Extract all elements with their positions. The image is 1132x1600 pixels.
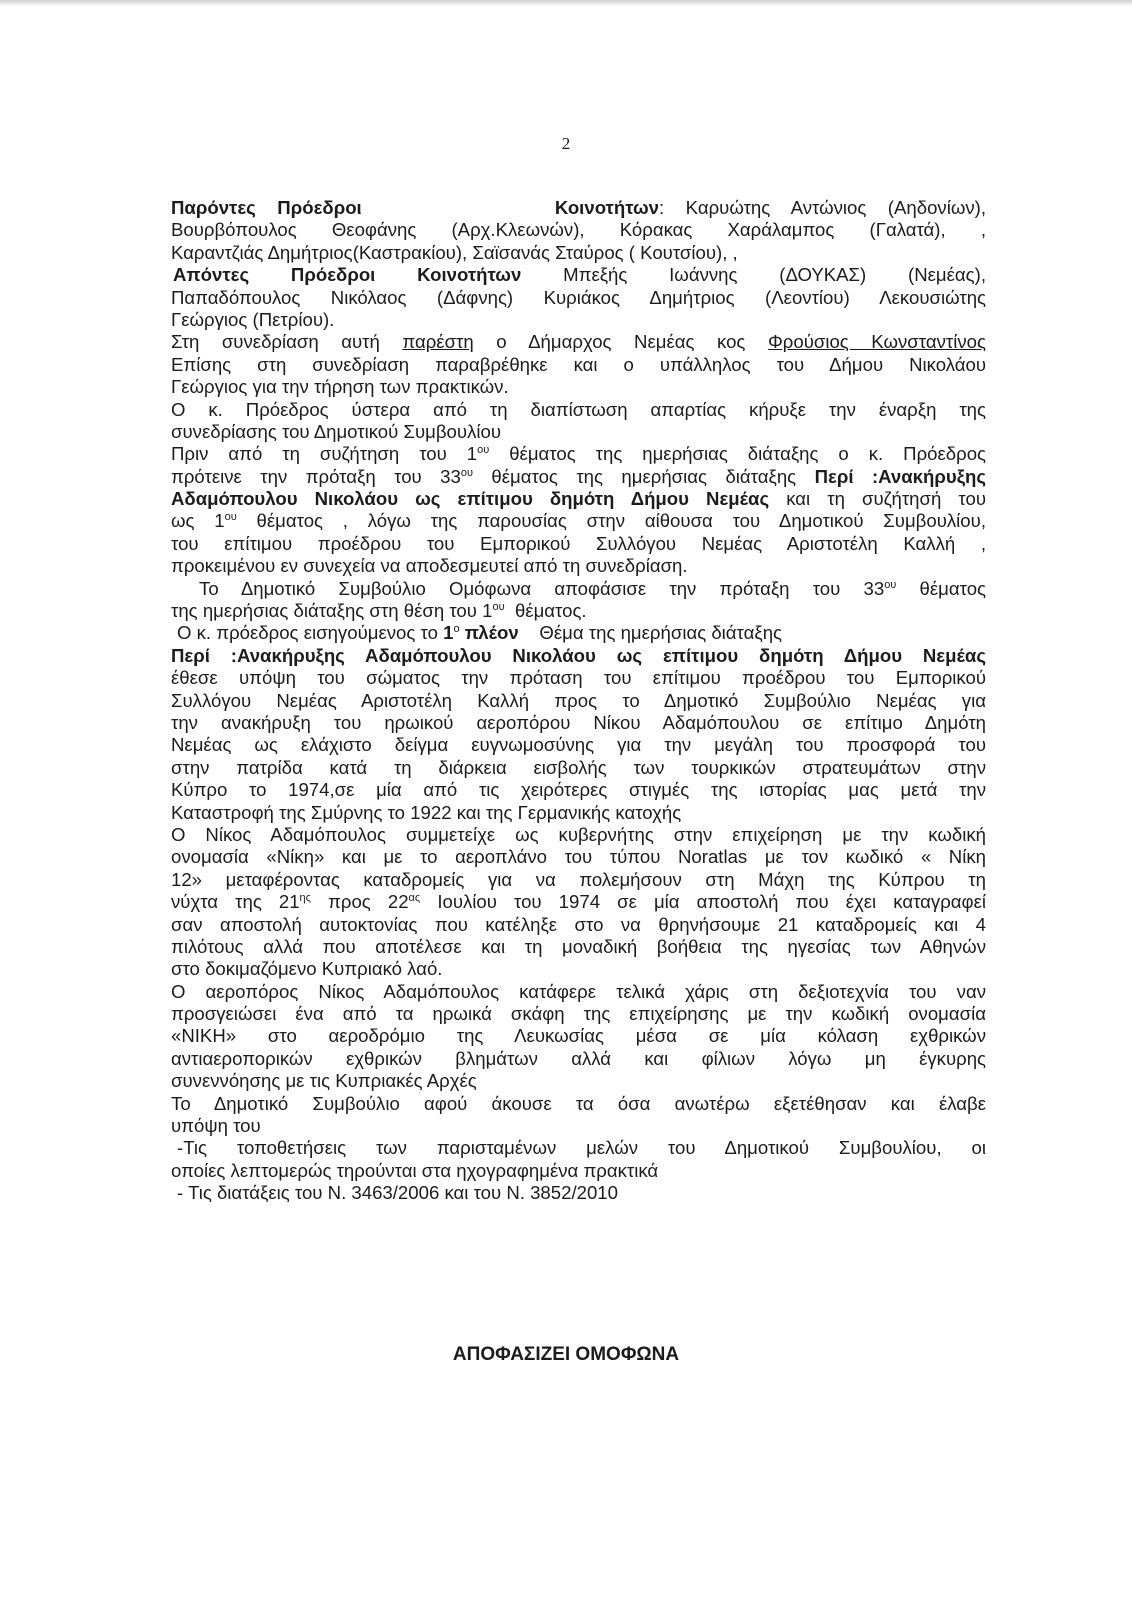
superscript: ου <box>224 511 237 524</box>
line: στην πατρίδα κατά τη διάρκεια εισβολής των τουρκικών στρατευμάτων στην <box>171 756 986 778</box>
line: Συλλόγου Νεμέας Αριστοτέλη Καλλή προς το Δημοτικό Συμβούλιο Νεμέας για <box>171 689 986 711</box>
line: Βουρβόπουλος Θεοφάνης (Αρχ.Κλεωνών), Κόρακας Χαράλαμπος (Γαλατά), , <box>171 219 986 241</box>
line-text: Πριν από τη συζήτηση του 1 <box>171 443 478 465</box>
line: συνεδρίασης του Δημοτικού Συμβουλίου <box>171 420 502 442</box>
present-presidents-label: Παρόντες Πρόεδροι <box>171 197 362 218</box>
line-text: προς 22 <box>328 891 409 913</box>
line-text: θέματος <box>919 577 987 599</box>
underlined-text: παρέστη <box>402 331 474 353</box>
bold-subject: Περί :Ανακήρυξης Αδαμόπουλου Νικολάου ως επίτιμου δημότη Δήμου Νεμέας <box>171 644 986 666</box>
communities-label: Κοινοτήτων <box>417 264 522 286</box>
line: Γεώργιος (Πετρίου). <box>171 308 335 330</box>
line: -Τις τοποθετήσεις των παρισταμένων μελών του Δημοτικού Συμβουλίου, οι <box>177 1137 986 1159</box>
superscript: ου <box>492 601 505 614</box>
line-text: : Καρυώτης Αντώνιος (Αηδονίων), <box>659 197 987 218</box>
line: Ο αεροπόρος Νίκος Αδαμόπουλος κατάφερε τελικά χάρις στη δεξιοτεχνία του ναν <box>171 980 986 1002</box>
line-text: πρότεινε την πρόταξη του 33 <box>171 465 461 487</box>
line-mayor-present <box>171 331 986 353</box>
superscript: ου <box>477 444 490 457</box>
line: Το Δημοτικό Συμβούλιο αφού άκουσε τα όσα ανωτέρω εξετέθησαν και έλαβε <box>171 1092 986 1114</box>
line-text: Ο κ. πρόεδρος εισηγούμενος το <box>177 622 438 644</box>
line-absent-presidents <box>171 264 986 286</box>
line-present-presidents <box>171 197 986 219</box>
superscript: ου <box>460 466 473 479</box>
line-text: Στη συνεδρίαση αυτή <box>171 331 380 353</box>
line-text: θέματος. <box>514 600 587 622</box>
line <box>171 466 986 488</box>
line-text: θέματος της ημερήσιας διάταξης <box>491 465 797 487</box>
line: αντιαεροπορικών εχθρικών βλημάτων αλλά και φίλιων λόγω μη έγκυρης <box>171 1047 986 1069</box>
line-text: θέματος , λόγω της παρουσίας στην αίθουσα του Δημοτικού Συμβουλίου, <box>256 510 986 532</box>
line: συνεννόησης με τις Κυπριακές Αρχές <box>171 1070 477 1092</box>
line-text: ο Δήμαρχος Νεμέας κος <box>496 331 746 353</box>
line: σαν αποστολή αυτοκτονίας που κατέληξε στο να θρηνήσουμε 21 καταδρομείς και 4 <box>171 913 986 935</box>
line: οποίες λεπτομερώς τηρούνται στα ηχογραφημένα πρακτικά <box>171 1159 659 1181</box>
line-text: Το Δημοτικό Συμβούλιο Ομόφωνα αποφάσισε την πρόταξη του 33 <box>199 577 885 599</box>
line: Ο κ. Πρόεδρος ύστερα από τη διαπίστωση απαρτίας κήρυξε την έναρξη της <box>171 398 986 420</box>
line <box>171 510 986 532</box>
line-text: Μπεξής Ιωάννης (ΔΟΥΚΑΣ) (Νεμέας), <box>563 264 986 286</box>
line: Επίσης στη συνεδρίαση παραβρέθηκε και ο υπάλληλος του Δήμου Νικολάου <box>171 353 986 375</box>
line-text: Ιουλίου του 1974 σε μία αποστολή που έχει καταγραφεί <box>437 891 987 913</box>
line: έθεσε υπόψη του σώματος την πρόταση του επίτιμου προέδρου του Εμπορικού <box>171 667 986 689</box>
line: Παπαδόπουλος Νικόλαος (Δάφνης) Κυριάκος Δημήτριος (Λεοντίου) Λεκουσιώτης <box>171 286 986 308</box>
line: στο δοκιμαζόμενο Κυπριακό λαό. <box>171 958 443 980</box>
document-body <box>171 197 986 1205</box>
line: την ανακήρυξη του ηρωικού αεροπόρου Νίκου Αδαμόπουλου σε επίτιμο Δημότη <box>171 711 986 733</box>
line: Γεώργιος για την τήρηση των πρακτικών. <box>171 376 509 398</box>
page-number: 2 <box>561 134 571 153</box>
line: Καταστροφή της Σμύρνης το 1922 και της Γερμανικής κατοχής <box>171 801 682 823</box>
line <box>171 600 986 622</box>
line: προσγειώσει ένα από τα ηρωικά σκάφη της επιχείρησης με την κωδική ονομασία <box>171 1003 986 1025</box>
bold-subject: Αδαμόπουλου Νικολάου ως επίτιμου δημότη Δήμου Νεμέας <box>171 488 770 510</box>
line: ονομασία «Νίκη» και με το αεροπλάνο του τύπου Noratlas με τον κωδικό « Νίκη <box>171 846 986 868</box>
line: προκειμένου εν συνεχεία να αποδεσμευτεί από τη συνεδρίαση. <box>171 555 688 577</box>
line <box>171 488 986 510</box>
absent-presidents-label: Απόντες Πρόεδροι <box>173 264 376 286</box>
line <box>171 622 986 644</box>
scan-edge-shadow <box>0 0 1132 6</box>
line <box>171 891 986 913</box>
line: Νεμέας ως ελάχιστο δείγμα ευγνωμοσύνης για την μεγάλη του προσφορά του <box>171 734 986 756</box>
communities-label: Κοινοτήτων <box>554 197 660 218</box>
line: Καραντζιάς Δημήτριος(Καστρακίου), Σαϊσανάς Σταύρος ( Κουτσίου), , <box>171 241 738 263</box>
line: Κύπρο το 1974,σε μία από τις χειρότερες στιγμές της ιστορίας μας μετά την <box>171 779 986 801</box>
line <box>171 578 986 600</box>
line-text: Θέμα της ημερήσιας διάταξης <box>539 622 783 644</box>
superscript: ο <box>453 623 460 636</box>
superscript: ου <box>884 578 897 591</box>
line: «ΝΙΚΗ» στο αεροδρόμιο της Λευκωσίας μέσα σε μία κόλαση εχθρικών <box>171 1025 986 1047</box>
superscript: ης <box>299 892 311 905</box>
line-text: της ημερήσιας διάταξης στη θέση του 1 <box>171 600 493 622</box>
line <box>171 645 986 667</box>
line-text: και τη συζήτησή του <box>786 488 986 510</box>
line-text: νύχτα της 21 <box>171 891 300 913</box>
bold-text: πλέον <box>464 622 519 644</box>
mayor-name: Φρούσιος Κωνσταντίνος <box>767 331 986 353</box>
bold-text: 1 <box>443 622 454 644</box>
superscript: ας <box>408 892 421 905</box>
line: Ο Νίκος Αδαμόπουλος συμμετείχε ως κυβερνήτης στην επιχείρηση με την κωδική <box>171 823 986 845</box>
line: πιλότους αλλά που αποτέλεσε και τη μοναδική βοήθεια της ηγεσίας των Αθηνών <box>171 935 986 957</box>
line: υπόψη του <box>171 1115 261 1137</box>
bold-text: Περί :Ανακήρυξης <box>814 465 987 487</box>
line: - Τις διατάξεις του Ν. 3463/2006 και του Ν. 3852/2010 <box>177 1182 618 1204</box>
line: του επίτιμου προέδρου του Εμπορικού Συλλόγου Νεμέας Αριστοτέλη Καλλή , <box>171 532 986 554</box>
line-text: θέματος της ημερήσιας διάταξης ο κ. Πρόεδρος <box>509 443 987 465</box>
line: 12» μεταφέροντας καταδρομείς για να πολεμήσουν στη Μάχη της Κύπρου τη <box>171 868 986 890</box>
line <box>171 443 986 465</box>
decision-heading: ΑΠΟΦΑΣΙΖΕΙ ΟΜΟΦΩΝΑ <box>452 1344 680 1365</box>
line-text: ως 1 <box>171 510 225 532</box>
